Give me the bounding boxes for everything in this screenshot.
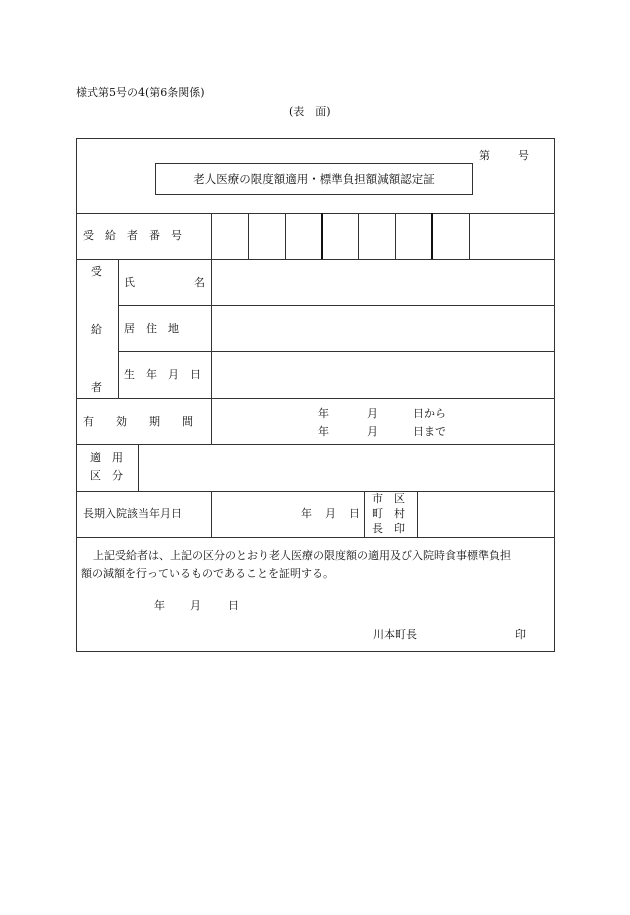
name-cell[interactable] xyxy=(212,260,553,305)
certificate-title: 老人医療の限度額適用・標準負担額減額認定証 xyxy=(155,163,473,195)
recipient-group-1: 受 xyxy=(91,265,102,278)
validity-to-year: 年 xyxy=(318,425,329,438)
side-label: (表 面) xyxy=(289,105,331,118)
long-stay-day: 日 xyxy=(349,507,360,520)
certification-line-1: 上記受給者は、上記の区分のとおり老人医療の限度額の適用及び入院時食事標準負担 xyxy=(93,549,511,562)
category-label-2: 区 分 xyxy=(90,469,123,482)
number-label-go: 号 xyxy=(518,149,529,162)
name-label-1: 氏 xyxy=(124,276,135,289)
issue-day: 日 xyxy=(228,599,239,612)
birth-cell[interactable] xyxy=(212,352,553,397)
long-stay-label: 長期入院該当年月日 xyxy=(83,507,182,520)
category-cell[interactable] xyxy=(139,445,553,491)
seal-box-line-3: 長 印 xyxy=(372,522,405,535)
category-label-1: 適 用 xyxy=(90,451,123,464)
recipient-group-2: 給 xyxy=(91,323,102,336)
address-label: 居 住 地 xyxy=(124,322,179,335)
long-stay-year: 年 xyxy=(301,507,312,520)
validity-to-month: 月 xyxy=(367,425,378,438)
address-cell[interactable] xyxy=(212,306,553,351)
validity-from-year: 年 xyxy=(318,407,329,420)
birth-label: 生 年 月 日 xyxy=(124,368,201,381)
validity-to-day: 日まで xyxy=(413,425,446,438)
issue-year: 年 xyxy=(154,599,165,612)
issue-month: 月 xyxy=(190,599,201,612)
seal-mark: 印 xyxy=(515,628,526,641)
number-label-dai: 第 xyxy=(479,149,490,162)
long-stay-month: 月 xyxy=(325,507,336,520)
seal-box-line-2: 町 村 xyxy=(372,507,405,520)
form-number: 様式第5号の4(第6条関係) xyxy=(76,86,205,99)
issuer: 川本町長 xyxy=(373,628,417,641)
validity-label: 有 効 期 間 xyxy=(83,415,193,428)
certificate-form xyxy=(76,138,555,652)
validity-from-month: 月 xyxy=(367,407,378,420)
recipient-number-cell[interactable] xyxy=(212,214,469,259)
seal-box-line-1: 市 区 xyxy=(372,492,405,505)
name-label-2: 名 xyxy=(194,276,205,289)
recipient-number-label: 受 給 者 番 号 xyxy=(83,229,182,242)
validity-from-day: 日から xyxy=(413,407,446,420)
certification-line-2: 額の減額を行っているものであることを証明する。 xyxy=(81,567,334,580)
recipient-group-3: 者 xyxy=(91,381,102,394)
